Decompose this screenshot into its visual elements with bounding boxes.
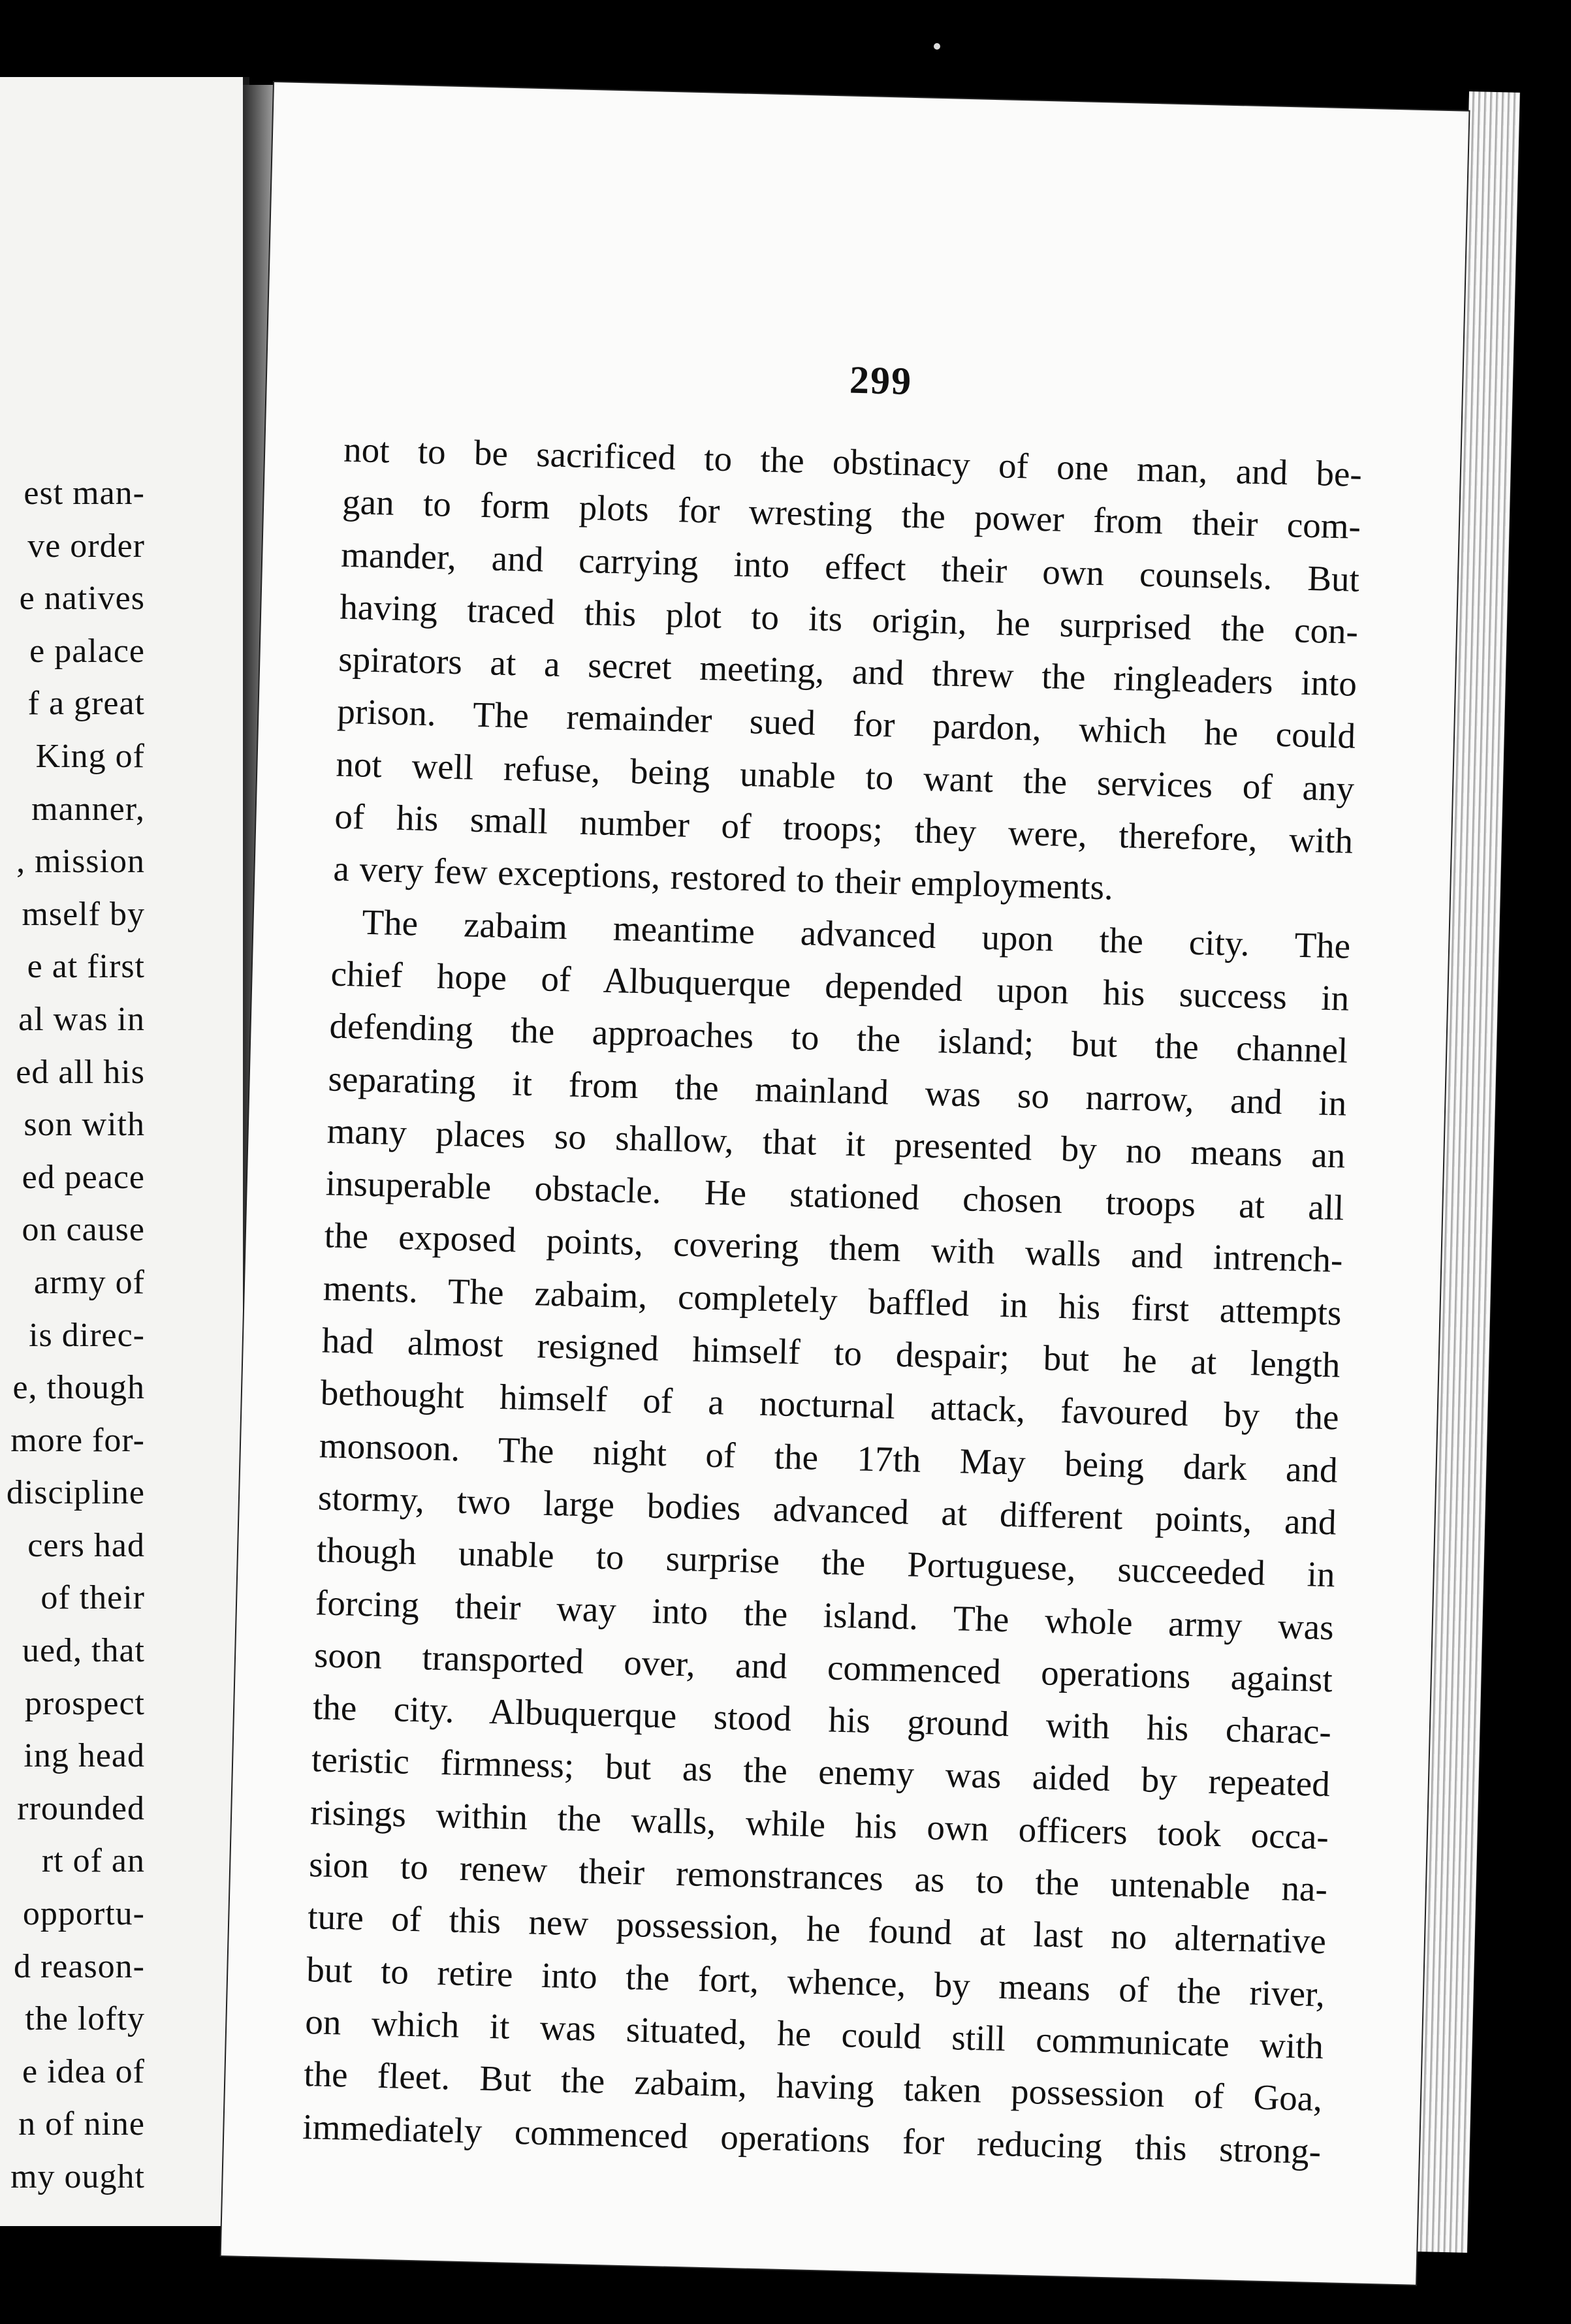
text-line: prison. The remainder sued for pardon, which he could bbox=[336, 691, 1356, 757]
left-line: e idea of bbox=[22, 2052, 145, 2090]
left-line: , mission bbox=[16, 843, 145, 881]
left-line: n of nine bbox=[18, 2105, 145, 2143]
text-line: chief hope of Albuquerque depended upon his success in bbox=[330, 953, 1350, 1018]
left-line: opportu- bbox=[22, 1895, 145, 1933]
text-line: the exposed points, covering them with walls and intrench- bbox=[324, 1215, 1344, 1280]
left-line: prospect bbox=[24, 1684, 145, 1722]
text-line: defending the approaches to the island; but the channel bbox=[328, 1005, 1348, 1071]
text-line: forcing their way into the island. The whole army was bbox=[315, 1582, 1335, 1647]
left-line: e palace bbox=[29, 632, 145, 670]
text-line: risings within the walls, while his own officers took occa- bbox=[309, 1791, 1329, 1857]
left-line: ing head bbox=[24, 1737, 145, 1775]
left-line: ed all his bbox=[16, 1053, 145, 1091]
text-line: had almost resigned himself to despair; but he at length bbox=[321, 1320, 1341, 1385]
left-line: son with bbox=[24, 1106, 145, 1144]
left-line: ed peace bbox=[22, 1158, 145, 1196]
text-line: the fleet. But the zabaim, having taken possession of Goa, bbox=[303, 2054, 1323, 2119]
left-line: ve order bbox=[27, 527, 145, 565]
text-line: ture of this new possession, he found at last no alternative bbox=[307, 1896, 1327, 1962]
text-line: not to be sacrificed to the obstinacy of one man, and be- bbox=[343, 429, 1363, 494]
left-page-text bbox=[0, 467, 145, 2204]
left-line: e at first bbox=[27, 948, 145, 986]
left-line: my ought bbox=[10, 2158, 145, 2195]
left-line: e, though bbox=[12, 1369, 145, 1407]
left-line: of their bbox=[40, 1579, 145, 1617]
text-line: spirators at a secret meeting, and threw the ringleaders into bbox=[338, 638, 1357, 704]
scan-speck bbox=[934, 43, 940, 50]
left-line: al was in bbox=[18, 1000, 145, 1038]
left-line: f a great bbox=[27, 685, 145, 723]
left-line: est man- bbox=[24, 475, 145, 512]
text-line: though unable to surprise the Portuguese, succeeded in bbox=[316, 1530, 1336, 1595]
left-line: discipline bbox=[6, 1474, 145, 1512]
text-line: of his small number of troops; they were, therefore, with bbox=[334, 796, 1354, 861]
left-line: d reason- bbox=[13, 1947, 145, 1985]
left-line: King of bbox=[35, 737, 145, 775]
text-line: teristic firmness; but as the enemy was aided by repeated bbox=[311, 1739, 1331, 1804]
body-text bbox=[302, 424, 1363, 2178]
left-line: ued, that bbox=[22, 1632, 145, 1670]
left-line: the lofty bbox=[25, 2000, 145, 2038]
text-line: not well refuse, being unable to want the services of any bbox=[335, 744, 1355, 809]
left-line: on cause bbox=[22, 1211, 145, 1249]
text-line: many places so shallow, that it presented by no means an bbox=[326, 1110, 1346, 1176]
left-line: e natives bbox=[19, 580, 145, 618]
text-line: mander, and carrying into effect their own counsels. But bbox=[340, 534, 1360, 599]
text-line: gan to form plots for wresting the power from their com- bbox=[341, 482, 1361, 547]
left-line: is direc- bbox=[29, 1316, 145, 1354]
text-line: sion to renew their remonstrances as to the untenable na- bbox=[308, 1844, 1328, 1909]
text-line: a very few exceptions, restored to their employments. bbox=[332, 848, 1114, 908]
left-page bbox=[0, 77, 249, 2226]
page-number: 299 bbox=[849, 358, 913, 403]
left-line: more for- bbox=[10, 1421, 145, 1459]
left-line: mself by bbox=[22, 895, 145, 933]
left-line: manner, bbox=[31, 790, 145, 828]
left-line: cers had bbox=[27, 1526, 145, 1564]
text-line: on which it was situated, he could still communicate with bbox=[304, 2001, 1324, 2067]
text-line: stormy, two large bodies advanced at different points, and bbox=[317, 1477, 1337, 1543]
text-line: bethought himself of a nocturnal attack, favoured by the bbox=[320, 1372, 1340, 1437]
text-line: ments. The zabaim, completely baffled in his first attempts bbox=[323, 1268, 1342, 1333]
text-line: separating it from the mainland was so narrow, and in bbox=[328, 1058, 1348, 1123]
text-line: soon transported over, and commenced operations against bbox=[313, 1635, 1333, 1700]
left-line: rt of an bbox=[41, 1842, 145, 1880]
text-line: monsoon. The night of the 17th May being dark and bbox=[319, 1424, 1339, 1490]
text-line: The zabaim meantime advanced upon the city. The bbox=[361, 902, 1351, 966]
left-line: rrounded bbox=[17, 1789, 145, 1827]
right-page bbox=[221, 82, 1469, 2285]
text-line: the city. Albuquerque stood his ground with his charac- bbox=[312, 1687, 1332, 1752]
text-line: immediately commenced operations for reducing this strong- bbox=[302, 2106, 1322, 2171]
left-line: army of bbox=[33, 1263, 145, 1301]
text-line: insuperable obstacle. He stationed chosen troops at all bbox=[325, 1163, 1345, 1228]
text-line: having traced this plot to its origin, he surprised the con- bbox=[339, 586, 1359, 652]
text-line: but to retire into the fort, whence, by means of the river, bbox=[306, 1949, 1325, 2014]
